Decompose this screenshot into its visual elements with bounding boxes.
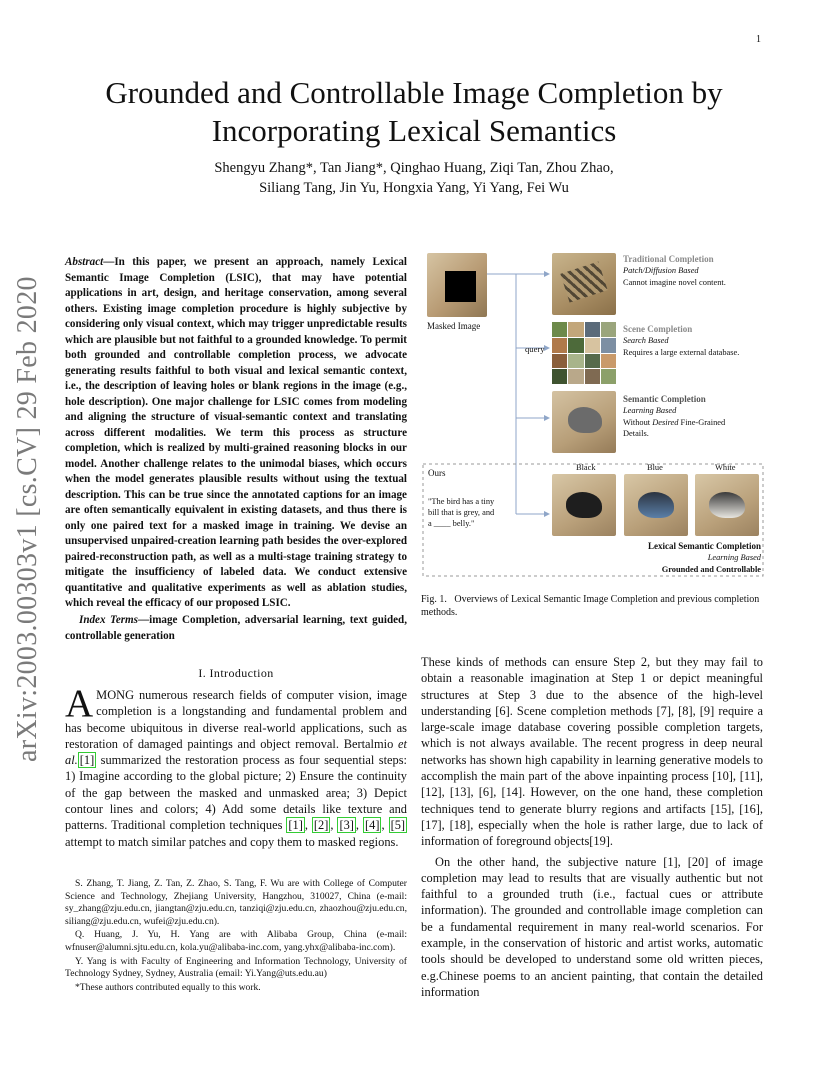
footnote: S. Zhang, T. Jiang, Z. Tan, Z. Zhao, S. Tang, F. Wu are with College of Computer Science and Technology, Zhejiang University, Hangzhou, 310027, China (e-mail: sy_zhang@zju.edu.cn, jiangtan@zju.edu.cn, tanziqi@zju.edu.cn, zhaozhou@zju.edu.cn, siliang@zju.edu.cn, wufei@zju.edu.cn). — [65, 878, 407, 927]
drop-cap: A — [65, 682, 94, 725]
traditional-method: Patch/Diffusion Based — [623, 266, 699, 275]
color-label-blue: Blue — [647, 463, 663, 472]
traditional-result-image — [552, 253, 616, 315]
index-terms-text: —image Completion, adversarial learning, text guided, controllable generation — [65, 614, 407, 642]
index-terms — [65, 613, 407, 644]
semantic-result-image — [552, 391, 616, 453]
hole-description-line1: "The bird has a tiny — [428, 497, 495, 506]
author-list — [60, 158, 768, 198]
masked-bird-image — [427, 253, 487, 317]
intro-text-3: attempt to match similar patches and copy them to masked regions. — [65, 834, 399, 849]
traditional-title: Traditional Completion — [623, 254, 714, 264]
paragraph: These kinds of methods can ensure Step 2, but they may fail to obtain a reasonable imagination at Step 1 or depict meaningful structures at Step 3 due to the absence of the high-level understanding [6]. Scene completion methods [7], [8], [9] require a large-scale image database covering possible completion targets, which is not always available. The recent progress in deep neural networks has shown high capability in learning generative models to accomplish the main part of the above inpainting process [10], [11], [12], [13], [6], [14]. However, on the one hand, these completion techniques tend to generate blurry regions and artifacts [15], [16], [17], [18], especially when the hole is rather large, due to lack of information of foreground objects[19]. — [421, 655, 763, 849]
abstract-text: —In this paper, we present an approach, namely Lexical Semantic Image Completion (LSIC), that may have potential applications in art, design, and heritage conservation, among several others. Existing image completion procedure is highly subjective by considering only visual context, which may trigger unpredictable results which are plausible but not faithful to a grounded knowledge. To permit both grounded and controllable completion process, we advocate generating results faithful to both visual and lexical semantic context, i.e., the description of leaving holes or blank regions in the image (e.g., hole description). One major challenge for LSIC comes from modeling and aligning the structure of visual-semantic context and translating across different modalities. We term this process as structure completion, which is realized by multi-grained reasoning blocks in our model. Another challenge relates to the unimodal biases, which occurs when the model generates plausible results without using the textual description. This can be true since the annotated captions for an image are often semantically equivalent in existing datasets, and thus there is only one paired text for a masked image in training. We devise an unsupervised unpaired-creation learning path besides the over-explored paired-reconstruction path, as well as a multi-stage training strategy to mitigate the insufficiency of labeled data. We conduct extensive quantitative and qualitative experiments as well as ablation studies, which reveal the efficacy of our proposed LSIC. — [65, 256, 407, 609]
scene-method: Search Based — [623, 336, 669, 345]
masked-image-label: Masked Image — [427, 321, 481, 331]
citation-link[interactable]: [5] — [390, 818, 406, 833]
authors-line-2: Siliang Tang, Jin Yu, Hongxia Yang, Yi Yang, Fei Wu — [259, 180, 569, 196]
lexical-title: Lexical Semantic Completion — [648, 541, 761, 551]
color-label-black: Black — [576, 463, 596, 472]
ours-label: Ours — [428, 468, 446, 478]
figure-1 — [421, 248, 769, 578]
page-number: 1 — [756, 34, 761, 45]
abstract — [65, 255, 407, 612]
semantic-note-line2: Details. — [623, 429, 649, 438]
paper-title: Grounded and Controllable Image Completion by Incorporating Lexical Semantics — [105, 75, 723, 148]
right-column-text — [421, 654, 763, 1004]
citation-link[interactable]: [4] — [365, 818, 380, 833]
result-blue-bird-image — [624, 474, 688, 536]
result-black-bird-image — [552, 474, 616, 536]
color-label-white: White — [715, 463, 736, 472]
semantic-note-post: Fine-Grained — [678, 418, 726, 427]
semantic-note-emph: Desired — [652, 418, 679, 427]
hole-description-line2: bill that is grey, and — [428, 508, 495, 517]
scene-title: Scene Completion — [623, 324, 693, 334]
hole-description-line3: a ____ belly." — [428, 519, 475, 528]
citation-link[interactable]: [1] — [288, 818, 303, 833]
footnotes — [65, 878, 407, 995]
semantic-note — [623, 418, 725, 429]
result-white-bird-image — [695, 474, 759, 536]
caption-text: Overviews of Lexical Semantic Image Completion and previous completion methods. — [421, 594, 760, 618]
lexical-note: Grounded and Controllable — [661, 565, 761, 574]
footnote: *These authors contributed equally to this work. — [75, 981, 261, 993]
white-bird — [709, 492, 745, 518]
authors-line-1: Shengyu Zhang*, Tan Jiang*, Qinghao Huang, Ziqi Tan, Zhou Zhao, — [214, 160, 614, 176]
paragraph: On the other hand, the subjective nature [1], [20] of image completion may lead to results that are visually authentic but not faithful to a grounded truth (i.e., factual cues or attribute information). The grounded and controllable image completion can be a fundamental requirement in many real-world scenarios. For example, in the conservation of historic and artist works, automatic tools should be developed to understand some old written pieces, e.g.Chinese poems to an ancient painting, that contain the detailed information — [421, 854, 763, 999]
citation-link[interactable]: [1] — [79, 753, 95, 768]
intro-text-1: numerous research fields of computer vision, image completion is a longstanding and fundamental problem and has become ubiquitous in diverse real-world applications, such as restoration of damaged paintings and object removal. Bertalmio — [65, 688, 407, 751]
caption-label: Fig. 1. — [421, 594, 447, 605]
semantic-note-pre: Without — [623, 418, 653, 427]
semantic-title: Semantic Completion — [623, 394, 706, 404]
figure-caption — [421, 593, 763, 619]
scene-database-grid — [552, 322, 616, 384]
intro-etal: et al. — [65, 736, 407, 768]
footnote: Y. Yang is with Faculty of Engineering and Information Technology, University of Technology Sydney, Sydney, Australia (email: Yi.Yang@uts.edu.au) — [65, 955, 407, 980]
intro-paragraph: AMONG numerous research fields of computer vision, image completion is a longstanding and fundamental problem and has become ubiquitous in diverse real-world applications, such as restoration of damaged paintings and object removal. Bertalmio et al. [1] summarized the restoration process as four sequential steps: 1) Imagine according to the global picture; 2) Ensure the continuity of the gap between the masked and unmasked area; 3) Depict contour lines and colors; 4) Add some details like texture and patterns. Traditional completion techniques [1] , [2] , [3] , [4] , [5] attempt to match similar patches and copy them to masked regions. — [65, 682, 407, 849]
semantic-method: Learning Based — [623, 406, 677, 415]
footnote: Q. Huang, J. Yu, H. Yang are with Alibaba Group, China (e-mail: wfnuser@alumni.sjtu.edu.cn, kola.yu@alibaba-inc.com, yang.yhx@alibaba-inc.com). — [65, 929, 407, 953]
citation-link[interactable]: [2] — [313, 818, 329, 833]
arxiv-stamp: arXiv:2003.00303v1 [cs.CV] 29 Feb 2020 — [12, 276, 43, 762]
intro-lead: MONG — [96, 688, 135, 702]
intro-text-2: summarized the restoration process as four sequential steps: 1) Imagine according to the global picture; 2) Ensure the continuity of the gap between the masked and unmasked area; 3) Depict contour lines and colors; 4) Add some details like texture and patterns. Traditional completion techniques — [65, 753, 407, 833]
scene-note: Requires a large external database. — [623, 348, 740, 357]
abstract-label: Abstract — [65, 256, 104, 268]
black-bird — [566, 492, 602, 518]
mask-hole — [445, 271, 476, 302]
blue-bird — [638, 492, 674, 518]
bird-silhouette — [568, 407, 602, 433]
section-heading: I. Introduction — [198, 666, 274, 680]
traditional-note: Cannot imagine novel content. — [623, 278, 726, 287]
citation-link[interactable]: [3] — [339, 818, 354, 833]
patch-texture — [560, 262, 607, 303]
query-label: query — [525, 344, 545, 354]
index-terms-label: Index Terms — [79, 614, 139, 626]
lexical-method: Learning Based — [707, 553, 761, 562]
